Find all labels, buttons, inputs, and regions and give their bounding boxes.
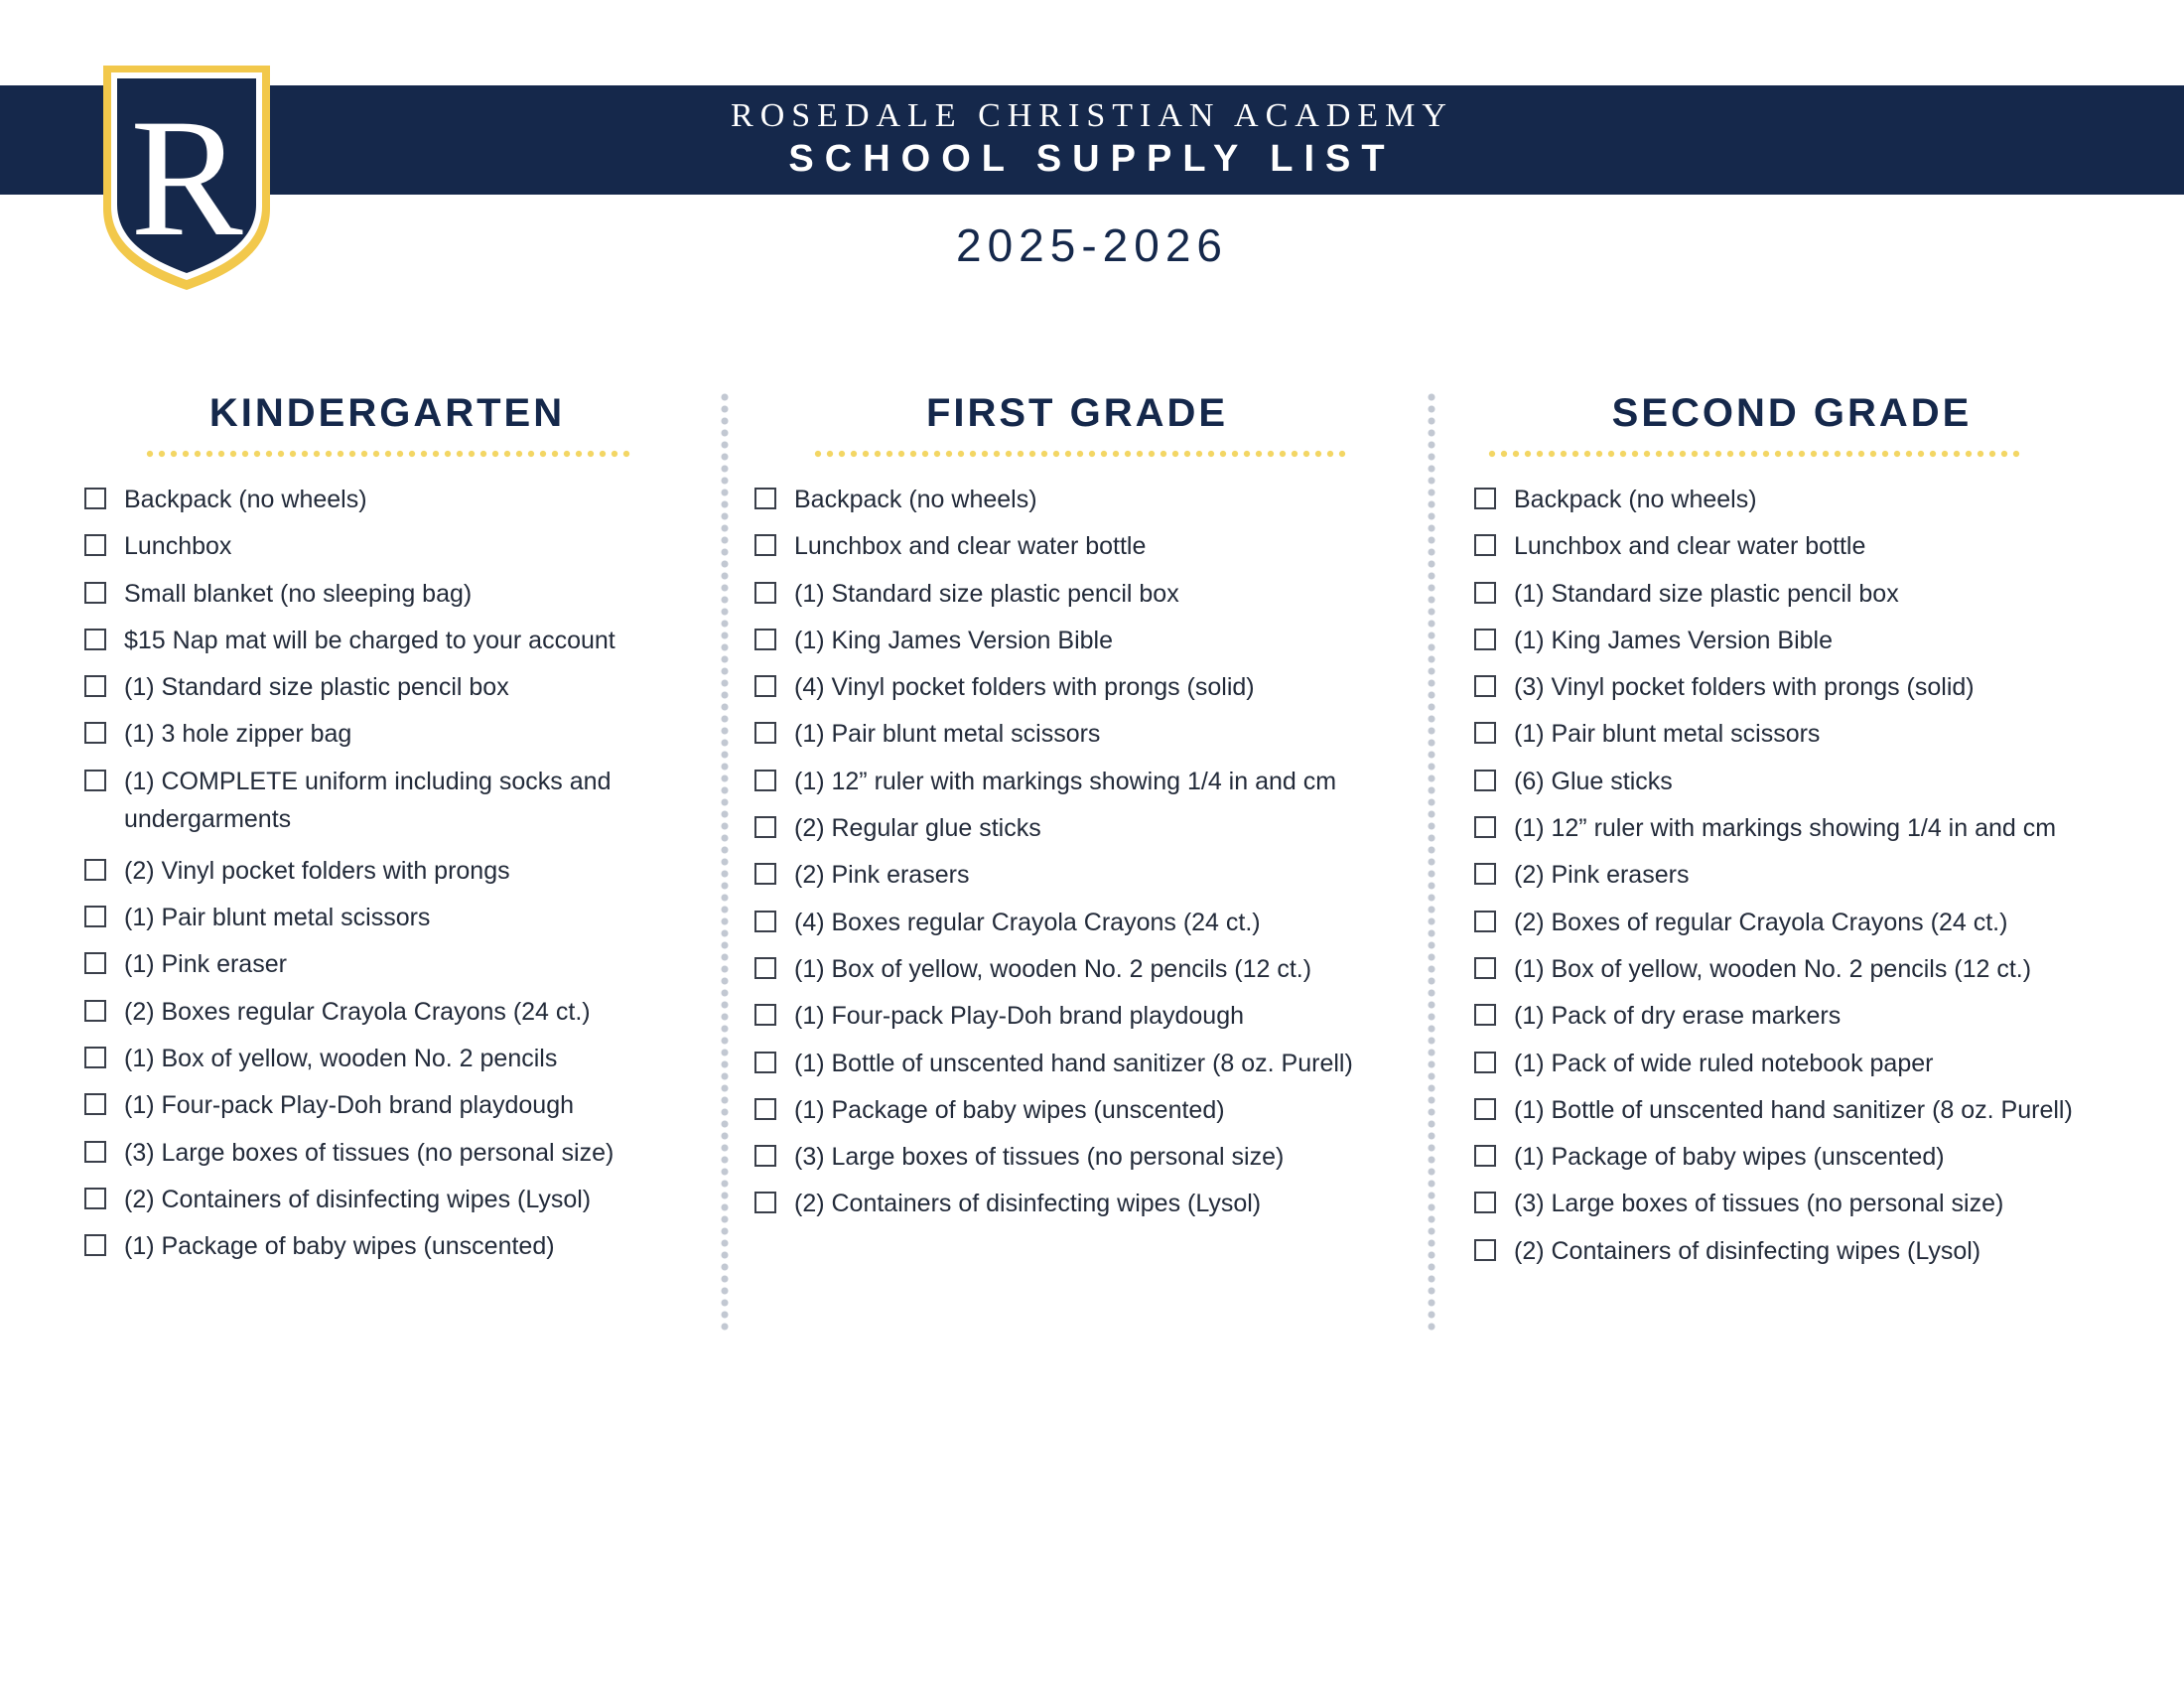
checkbox[interactable]	[84, 952, 106, 974]
item-label: (1) Pair blunt metal scissors	[124, 904, 431, 932]
list-item	[1474, 856, 2110, 894]
item-label: (1) Standard size plastic pencil box	[794, 579, 1179, 608]
list-item	[84, 945, 700, 983]
list-item	[1474, 1138, 2110, 1176]
checkbox[interactable]	[754, 534, 776, 556]
supply-list	[754, 481, 1390, 1222]
list-item	[84, 715, 700, 753]
checkbox[interactable]	[754, 488, 776, 509]
item-label: (1) Box of yellow, wooden No. 2 pencils	[124, 1044, 558, 1072]
checkbox[interactable]	[84, 722, 106, 744]
supply-list	[1474, 481, 2110, 1270]
list-item	[754, 1138, 1390, 1176]
item-label: (3) Large boxes of tissues (no personal size)	[1514, 1190, 2004, 1218]
item-label: (3) Large boxes of tissues (no personal size)	[124, 1138, 614, 1167]
list-item	[1474, 575, 2110, 613]
item-label: (1) Package of baby wipes (unscented)	[794, 1095, 1225, 1124]
school-year: 2025-2026	[956, 219, 1228, 271]
checkbox[interactable]	[754, 629, 776, 650]
checkbox[interactable]	[84, 1047, 106, 1068]
list-item	[754, 622, 1390, 659]
column-title: FIRST GRADE	[925, 391, 1229, 435]
checkbox[interactable]	[1474, 1098, 1496, 1120]
list-item	[754, 1091, 1390, 1129]
item-label: (1) King James Version Bible	[1514, 626, 1833, 654]
item-label: Backpack (no wheels)	[794, 486, 1037, 513]
item-label: $15 Nap mat will be charged to your account	[124, 626, 615, 654]
checkbox[interactable]	[84, 1141, 106, 1163]
checkbox[interactable]	[84, 1093, 106, 1115]
checkbox[interactable]	[754, 863, 776, 885]
checkbox[interactable]	[1474, 675, 1496, 697]
item-label: Lunchbox and clear water bottle	[794, 532, 1147, 561]
item-label: (2) Boxes regular Crayola Crayons (24 ct.)	[124, 997, 591, 1026]
item-label: (1) Pack of wide ruled notebook paper	[1514, 1049, 1934, 1077]
checkbox[interactable]	[1474, 1145, 1496, 1167]
item-label: (6) Glue sticks	[1514, 767, 1673, 795]
item-label: (4) Boxes regular Crayola Crayons (24 ct.)	[794, 908, 1261, 936]
list-item	[754, 1185, 1390, 1222]
item-label: (1) Bottle of unscented hand sanitizer (8 oz. Purell)	[1514, 1095, 2073, 1124]
checkbox[interactable]	[1474, 722, 1496, 744]
school-name: ROSEDALE CHRISTIAN ACADEMY	[731, 97, 1453, 134]
checkbox[interactable]	[754, 957, 776, 979]
checkbox[interactable]	[84, 859, 106, 881]
checkbox[interactable]	[84, 629, 106, 650]
checkbox[interactable]	[754, 911, 776, 932]
item-label: (1) Pair blunt metal scissors	[794, 720, 1101, 749]
list-item	[1474, 1185, 2110, 1222]
item-label: (2) Regular glue sticks	[794, 814, 1041, 843]
list-item	[1474, 668, 2110, 706]
list-item	[84, 899, 700, 936]
checkbox[interactable]	[754, 675, 776, 697]
list-item	[1474, 1091, 2110, 1129]
list-item	[754, 904, 1390, 941]
checkbox[interactable]	[84, 488, 106, 509]
dotted-divider	[812, 449, 1348, 459]
checkbox[interactable]	[1474, 957, 1496, 979]
checkbox[interactable]	[84, 534, 106, 556]
item-label: (2) Containers of disinfecting wipes (Lysol)	[794, 1190, 1262, 1218]
checkbox[interactable]	[754, 1052, 776, 1073]
list-item	[754, 809, 1390, 847]
checkbox[interactable]	[84, 675, 106, 697]
dotted-divider	[144, 449, 630, 459]
item-label: (1) Four-pack Play-Doh brand playdough	[124, 1091, 575, 1120]
list-item	[84, 1134, 700, 1172]
item-label: (1) COMPLETE uniform including socks and undergarments	[124, 767, 612, 833]
list-item	[84, 852, 700, 890]
checkbox[interactable]	[1474, 582, 1496, 604]
checkbox[interactable]	[1474, 1052, 1496, 1073]
checkbox[interactable]	[1474, 911, 1496, 932]
item-label: (1) Package of baby wipes (unscented)	[1514, 1143, 1945, 1172]
list-item	[754, 950, 1390, 988]
item-label: (1) Standard size plastic pencil box	[1514, 579, 1899, 608]
dotted-column-separator	[720, 391, 730, 1331]
checkbox[interactable]	[84, 1188, 106, 1209]
list-item	[84, 763, 700, 838]
checkbox[interactable]	[1474, 863, 1496, 885]
checkbox[interactable]	[754, 582, 776, 604]
column-title: SECOND GRADE	[1611, 391, 1973, 435]
item-label: (2) Boxes of regular Crayola Crayons (24 ct.)	[1514, 908, 2008, 936]
list-item	[84, 481, 700, 518]
item-label: (1) Standard size plastic pencil box	[124, 673, 509, 702]
item-label: Lunchbox and clear water bottle	[1514, 532, 1866, 561]
list-item	[84, 1040, 700, 1077]
item-label: Small blanket (no sleeping bag)	[124, 579, 473, 608]
checkbox[interactable]	[754, 722, 776, 744]
checkbox[interactable]	[1474, 1192, 1496, 1213]
checkbox[interactable]	[84, 1000, 106, 1022]
item-label: (2) Containers of disinfecting wipes (Lysol)	[124, 1185, 592, 1213]
checkbox[interactable]	[84, 582, 106, 604]
item-label: (2) Pink erasers	[794, 861, 970, 890]
checkbox[interactable]	[1474, 629, 1496, 650]
item-label: (4) Vinyl pocket folders with prongs (solid)	[794, 673, 1255, 702]
list-item	[1474, 763, 2110, 800]
list-item	[1474, 809, 2110, 847]
item-label: Backpack (no wheels)	[124, 486, 367, 513]
item-label: (1) 12” ruler with markings showing 1/4 in and cm	[794, 767, 1337, 795]
list-item	[84, 993, 700, 1031]
list-item	[84, 1086, 700, 1124]
item-label: (1) 12” ruler with markings showing 1/4 in and cm	[1514, 814, 2057, 843]
checkbox[interactable]	[1474, 770, 1496, 791]
svg-text:R: R	[130, 84, 243, 271]
checkbox[interactable]	[754, 816, 776, 838]
item-label: (1) Box of yellow, wooden No. 2 pencils (12 ct.)	[1514, 954, 2032, 983]
item-label: (1) Pink eraser	[124, 950, 287, 979]
list-item	[1474, 997, 2110, 1035]
supply-list	[84, 481, 700, 1265]
list-item	[1474, 481, 2110, 518]
first-grade-column	[754, 387, 1390, 1232]
list-item	[84, 1227, 700, 1265]
checkbox[interactable]	[1474, 534, 1496, 556]
list-item	[754, 763, 1390, 800]
list-item	[754, 481, 1390, 518]
checkbox[interactable]	[754, 1098, 776, 1120]
list-item	[1474, 527, 2110, 565]
item-label: Backpack (no wheels)	[1514, 486, 1757, 513]
checkbox[interactable]	[84, 1234, 106, 1256]
item-label: Lunchbox	[124, 532, 232, 561]
item-label: (2) Containers of disinfecting wipes (Lysol)	[1514, 1236, 1981, 1265]
checkbox[interactable]	[1474, 1239, 1496, 1261]
list-item	[84, 527, 700, 565]
item-label: (1) Box of yellow, wooden No. 2 pencils (12 ct.)	[794, 954, 1312, 983]
checkbox[interactable]	[754, 1145, 776, 1167]
item-label: (1) King James Version Bible	[794, 626, 1113, 654]
list-title: SCHOOL SUPPLY LIST	[788, 138, 1396, 180]
list-item	[1474, 904, 2110, 941]
item-label: (3) Large boxes of tissues (no personal size)	[794, 1143, 1285, 1172]
item-label: (1) Pair blunt metal scissors	[1514, 720, 1821, 749]
item-label: (2) Vinyl pocket folders with prongs	[124, 856, 510, 885]
checkbox[interactable]	[754, 1004, 776, 1026]
item-label: (3) Vinyl pocket folders with prongs (solid)	[1514, 673, 1975, 702]
item-label: (1) Bottle of unscented hand sanitizer (8 oz. Purell)	[794, 1049, 1353, 1077]
checkbox[interactable]	[754, 770, 776, 791]
checkbox[interactable]	[1474, 488, 1496, 509]
dotted-divider	[1486, 449, 2022, 459]
checkbox[interactable]	[84, 906, 106, 927]
list-item	[1474, 715, 2110, 753]
list-item	[754, 527, 1390, 565]
list-item	[84, 622, 700, 659]
list-item	[1474, 622, 2110, 659]
list-item	[84, 1181, 700, 1218]
list-item	[1474, 1045, 2110, 1082]
list-item	[754, 997, 1390, 1035]
kindergarten-column	[84, 387, 700, 1274]
checkbox[interactable]	[1474, 816, 1496, 838]
dotted-column-separator	[1427, 391, 1436, 1331]
list-item	[754, 856, 1390, 894]
column-title: KINDERGARTEN	[208, 391, 566, 435]
list-item	[754, 668, 1390, 706]
item-label: (1) Pack of dry erase markers	[1514, 1002, 1842, 1031]
list-item	[754, 575, 1390, 613]
item-label: (1) Package of baby wipes (unscented)	[124, 1232, 555, 1261]
checkbox[interactable]	[754, 1192, 776, 1213]
second-grade-column	[1474, 387, 2110, 1279]
item-label: (2) Pink erasers	[1514, 861, 1690, 890]
checkbox[interactable]	[84, 770, 106, 791]
list-item	[1474, 950, 2110, 988]
item-label: (1) Four-pack Play-Doh brand playdough	[794, 1002, 1245, 1031]
list-item	[84, 575, 700, 613]
item-label: (1) 3 hole zipper bag	[124, 720, 352, 749]
list-item	[754, 1045, 1390, 1082]
list-item	[1474, 1232, 2110, 1270]
list-item	[84, 668, 700, 706]
checkbox[interactable]	[1474, 1004, 1496, 1026]
list-item	[754, 715, 1390, 753]
